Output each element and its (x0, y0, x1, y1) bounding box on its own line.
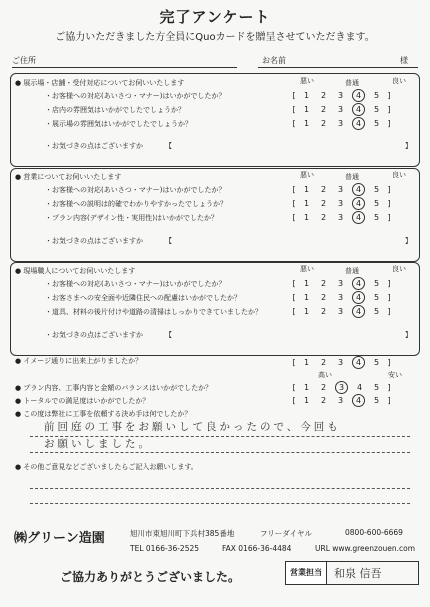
rating-scale[interactable]: [ 1 2 3 4 5 ] (292, 396, 391, 405)
question-text: ・お客様への説明は的確でわかりやすかったでしょうか？ (45, 200, 227, 208)
rating-scale[interactable]: [ 1 2 3 4 5 ] (292, 279, 391, 288)
company-fax: FAX 0166-36-4484 (222, 544, 292, 553)
rating-scale[interactable]: [ 1 2 3 4 5 ] (292, 358, 391, 367)
page-subtitle: ご協力いただきました方全員にQuoカードを贈呈させていただきます。 (55, 32, 375, 43)
staff-name: 和泉 信吾 (334, 567, 382, 580)
rating-scale[interactable]: [ 1 2 3 4 5 ] (292, 213, 391, 222)
staff-box (285, 561, 419, 585)
question-text: ・お客様への対応(あいさつ・マナー)はいかがでしたか？ (45, 186, 226, 194)
comment-open-bracket: 【 (165, 142, 172, 150)
scale-normal-label: 普通 (345, 173, 359, 181)
freedial-label: フリーダイヤル (260, 529, 312, 538)
answer-line (30, 452, 410, 453)
name-field[interactable] (258, 67, 418, 68)
scale-cheap-label: 安い (388, 371, 402, 379)
reason-answer-line1: 前回庭の工事をお願いして良かったので、今回も (44, 421, 341, 433)
scale-bad-label: 悪い (300, 265, 314, 273)
comment-close-bracket: 】 (405, 237, 412, 245)
scale-good-label: 良い (392, 171, 406, 179)
section-heading: ● 現場職人についてお伺いいたします (15, 267, 136, 275)
name-label: お名前 (262, 56, 286, 65)
section-heading: ● 営業についてお伺いいたします (15, 173, 122, 181)
staff-label: 営業担当 (286, 562, 327, 584)
rating-scale[interactable]: [ 1 2 3 4 5 ] (292, 383, 391, 392)
freedial-number: 0800-600-6669 (345, 528, 403, 537)
question-text: ・お客様への対応(あいさつ・マナー)はいかがでしたか？ (45, 280, 226, 288)
comment-label: ・お気づきの点はございますか (45, 237, 143, 245)
company-logo: ㈱グリーン造園 (14, 531, 105, 546)
question-text: ・店内の雰囲気はいかがでしたでしょうか？ (45, 106, 185, 114)
rating-scale[interactable]: [ 1 2 3 4 5 ] (292, 185, 391, 194)
question-image: ● イメージ通りに出来上がりましたか？ (15, 357, 143, 365)
reason-answer-line2: お願いしました。 (44, 438, 152, 450)
company-address: 旭川市東旭川町下兵村385番地 (130, 529, 235, 538)
question-text: ・お客さまへの安全面や近隣住民への配慮はいかがでしたか？ (45, 294, 241, 302)
scale-good-label: 良い (392, 265, 406, 273)
closing-message: ご協力ありがとうございました。 (60, 570, 241, 584)
name-suffix: 様 (400, 56, 408, 65)
comment-open-bracket: 【 (165, 331, 172, 339)
question-reason: ● この度は弊社に工事を依頼する決め手は何でしたか？ (15, 410, 192, 418)
scale-bad-label: 悪い (300, 77, 314, 85)
comment-close-bracket: 】 (405, 331, 412, 339)
scale-normal-label: 普通 (345, 79, 359, 87)
scale-bad-label: 悪い (300, 171, 314, 179)
rating-scale[interactable]: [ 1 2 3 4 5 ] (292, 307, 391, 316)
comment-label: ・お気づきの点はございますか (45, 142, 143, 150)
answer-line[interactable] (30, 488, 410, 489)
rating-scale[interactable]: [ 1 2 3 4 5 ] (292, 91, 391, 100)
rating-scale[interactable]: [ 1 2 3 4 5 ] (292, 119, 391, 128)
page-title: 完了アンケート (159, 8, 271, 26)
scale-high-label: 高い (318, 371, 332, 379)
question-text: ・お客様への対応(あいさつ・マナー)はいかがでしたか？ (45, 92, 226, 100)
question-text: ・展示場の雰囲気はいかがでしたでしょうか？ (45, 120, 192, 128)
address-label: ご住所 (12, 56, 36, 65)
rating-scale[interactable]: [ 1 2 3 4 5 ] (292, 293, 391, 302)
answer-line[interactable] (30, 503, 410, 504)
comment-open-bracket: 【 (165, 237, 172, 245)
question-text: ・プラン内容(デザイン性・実用性)はいかがでしたか？ (45, 214, 218, 222)
section-heading: ● 展示場・店舗・受付対応についてお伺いいたします (15, 79, 185, 87)
rating-scale[interactable]: [ 1 2 3 4 5 ] (292, 105, 391, 114)
question-text: ・道具、材料の後片付けや道路の清掃はしっかりできていましたか？ (45, 308, 262, 316)
company-tel: TEL 0166-36-2525 (130, 544, 200, 553)
comment-label: ・お気づきの点はございますか (45, 331, 143, 339)
rating-scale[interactable]: [ 1 2 3 4 5 ] (292, 199, 391, 208)
question-other: ● その他ご意見などございましたらご記入お願いします。 (15, 463, 198, 471)
question-balance: ● プラン内容、工事内容と金額のバランスはいかがでしたか？ (15, 384, 213, 392)
company-url: URL www.greenzouen.com (315, 544, 416, 553)
address-field[interactable] (12, 67, 237, 68)
scale-good-label: 良い (392, 77, 406, 85)
question-overall: ● トータルでの満足度はいかがでしたか？ (15, 397, 150, 405)
comment-close-bracket: 】 (405, 142, 412, 150)
scale-normal-label: 普通 (345, 267, 359, 275)
